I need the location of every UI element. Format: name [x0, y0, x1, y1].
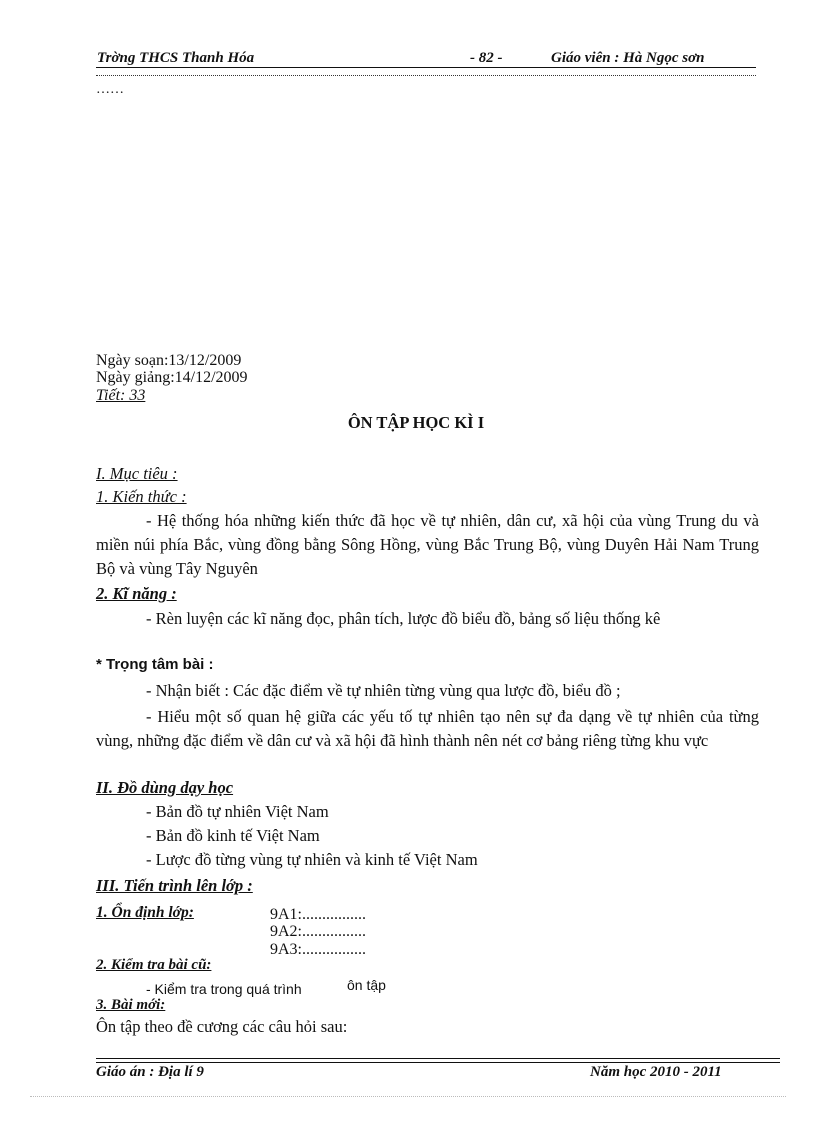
hieu-text: - Hiểu một số quan hệ giữa các yếu tố tự nhiên tạo nên sự đa dạng về tự nhiên của từng vùng, những đặc điểm về dân cư và xã hội đã hình thành nên nét cơ bảng riêng từng khu vực	[96, 707, 759, 750]
header-teacher: Giáo viên : Hà Ngọc sơn	[551, 50, 705, 66]
do-dung-item: - Lược đồ từng vùng tự nhiên và kinh tế Việt Nam	[146, 850, 478, 869]
kiem-tra-text: - Kiểm tra trong quá trình	[146, 981, 302, 997]
section-tien-trinh: III. Tiến trình lên lớp :	[96, 876, 253, 895]
header-rule	[96, 67, 756, 68]
class-9a2: 9A2:................	[270, 923, 366, 940]
ki-nang-text: - Rèn luyện các kĩ năng đọc, phân tích, lược đồ biểu đồ, bảng số liệu thống kê	[146, 609, 661, 628]
bai-moi: 3. Bài mới:	[96, 997, 166, 1013]
kiem-tra-bai-cu: 2. Kiểm tra bài cũ:	[96, 957, 212, 973]
section-kien-thuc: 1. Kiến thức :	[96, 487, 187, 506]
section-trong-tam: * Trọng tâm bài :	[96, 656, 214, 673]
class-9a1: 9A1:................	[270, 906, 366, 923]
footer-left: Giáo án : Địa lí 9	[96, 1064, 204, 1080]
do-dung-item: - Bản đồ kinh tế Việt Nam	[146, 826, 320, 845]
kien-thuc-text: - Hệ thống hóa những kiến thức đã học về tự nhiên, dân cư, xã hội của vùng Trung du và miền núi phía Bắc, vùng đồng bằng Sông Hồng, vùng Bắc Trung Bộ, vùng Duyên Hải Nam Trung Bộ và vùng Tây Nguyên	[96, 511, 759, 578]
header-dots-trail: ……	[96, 82, 124, 97]
page-title: ÔN TẬP HỌC KÌ I	[347, 413, 485, 432]
on-tap-text: Ôn tập theo đề cương các câu hỏi sau:	[96, 1017, 348, 1036]
section-muc-tieu: I. Mục tiêu :	[96, 464, 178, 483]
header-page-number: - 82 -	[470, 50, 503, 66]
page-bottom-dots	[30, 1096, 786, 1097]
tiet-label: Tiết: 33	[96, 387, 146, 404]
kiem-tra-tail: ôn tập	[347, 977, 386, 993]
date-soan: Ngày soạn:13/12/2009	[96, 352, 242, 369]
footer-right: Năm học 2010 - 2011	[590, 1064, 722, 1080]
ki-nang-paragraph	[96, 607, 759, 631]
header-school: Trờng THCS Thanh Hóa	[97, 50, 255, 66]
section-do-dung: II. Đồ dùng dạy học	[96, 778, 234, 797]
hieu-paragraph	[96, 705, 759, 753]
footer-rule-top	[96, 1058, 780, 1059]
kien-thuc-paragraph	[96, 509, 759, 581]
footer-rule-bottom	[96, 1062, 780, 1063]
on-dinh-lop: 1. Ổn định lớp:	[96, 904, 194, 921]
class-9a3: 9A3:................	[270, 941, 366, 958]
section-ki-nang: 2. Kĩ năng :	[96, 584, 177, 603]
do-dung-item: - Bản đồ tự nhiên Việt Nam	[146, 802, 329, 821]
date-giang: Ngày giảng:14/12/2009	[96, 369, 248, 386]
nhan-biet-text: - Nhận biết : Các đặc điểm về tự nhiên từng vùng qua lược đồ, biểu đồ ;	[146, 681, 621, 700]
header-dotted-rule	[96, 75, 756, 76]
